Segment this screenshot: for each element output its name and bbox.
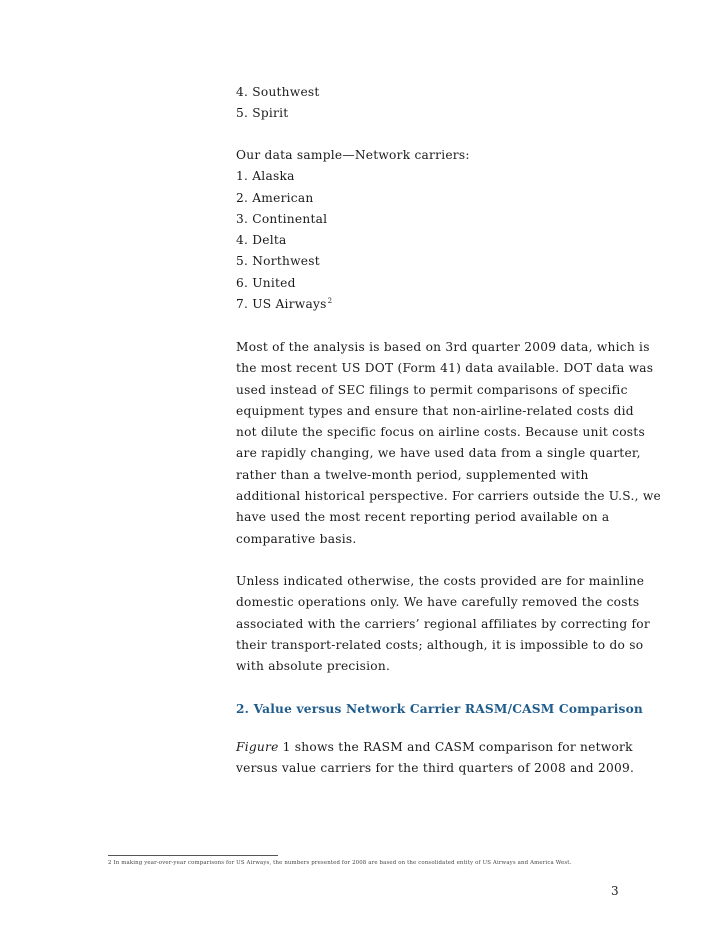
paragraph-line: not dilute the specific focus on airline costs. Because unit costs — [236, 425, 645, 440]
list-item-text: 7. US Airways — [236, 297, 327, 312]
paragraph-line — [236, 737, 633, 758]
list-item: 5. Northwest — [236, 254, 320, 269]
paragraph-line: Most of the analysis is based on 3rd quarter 2009 data, which is — [236, 340, 650, 354]
page-number: 3 — [611, 884, 619, 898]
paragraph-line: Unless indicated otherwise, the costs provided are for mainline — [236, 574, 645, 588]
paragraph-line: their transport-related costs; although, it is impossible to do so — [236, 637, 644, 652]
paragraph-mainline-costs — [236, 571, 650, 677]
list-item: 3. Continental — [236, 211, 328, 226]
list-item: 4. Southwest — [236, 85, 320, 99]
paragraph-line: used instead of SEC filings to permit comparisons of specific — [236, 382, 628, 397]
paragraph-line: equipment types and ensure that non-airline-related costs did — [236, 403, 634, 418]
paragraph-line: domestic operations only. We have carefully removed the costs — [236, 595, 640, 610]
network-carrier-list — [236, 145, 626, 315]
figure-word: Figure — [236, 740, 279, 754]
list-item: 2. American — [236, 190, 314, 205]
paragraph-figure-reference — [236, 737, 635, 780]
paragraph-line: associated with the carriers’ regional affiliates by correcting for — [236, 616, 650, 631]
paragraph-data-sources — [236, 337, 661, 550]
list-item: 5. Spirit — [236, 106, 289, 121]
paragraph-line: are rapidly changing, we have used data from a single quarter, — [236, 446, 641, 461]
list-item: 6. United — [236, 275, 296, 290]
paragraph-line: with absolute precision. — [236, 659, 391, 674]
section-heading: 2. Value versus Network Carrier RASM/CASM Comparison — [236, 702, 643, 716]
paragraph-line: the most recent US DOT (Form 41) data available. DOT data was — [236, 361, 654, 376]
footnote-reference: 2 — [327, 297, 333, 306]
paragraph-line: versus value carriers for the third quarters of 2008 and 2009. — [236, 761, 635, 776]
paragraph-line: additional historical perspective. For carriers outside the U.S., we — [236, 489, 661, 504]
list-item: 4. Delta — [236, 233, 287, 248]
paragraph-line: comparative basis. — [236, 531, 357, 546]
paragraph-line-rest: 1 shows the RASM and CASM comparison for network — [278, 740, 633, 754]
network-list-intro: Our data sample—Network carriers: — [236, 148, 470, 162]
list-item: 1. Alaska — [236, 169, 295, 184]
list-item — [236, 294, 626, 315]
paragraph-line: have used the most recent reporting period available on a — [236, 510, 610, 525]
footnote-divider — [108, 855, 278, 856]
footnote: 2 In making year-over-year comparisons for US Airways, the numbers presented for 2008 are based on the consolidated entity of US Airways and America West. — [108, 860, 572, 866]
paragraph-line: rather than a twelve-month period, supplemented with — [236, 467, 589, 482]
value-carrier-list-continued — [236, 82, 626, 125]
